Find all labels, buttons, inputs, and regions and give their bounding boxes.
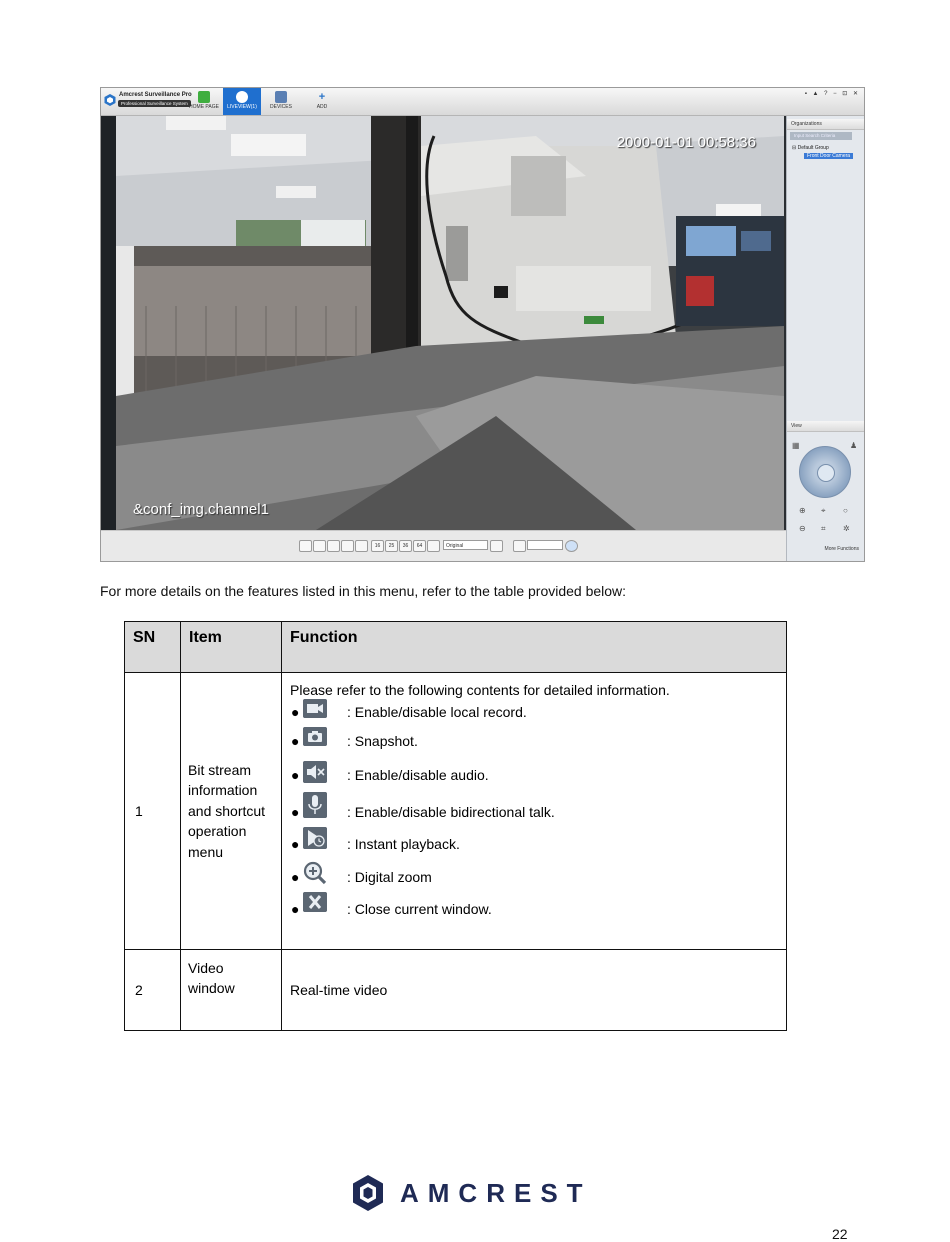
- list-item: [290, 804, 778, 836]
- item-line: and shortcut: [188, 802, 266, 819]
- table-row: [125, 673, 787, 950]
- list-item: [290, 733, 778, 767]
- tab-label: LIVEVIEW(1): [227, 104, 257, 110]
- view-header[interactable]: View: [787, 421, 865, 432]
- tab-label: DEVICES: [270, 104, 292, 110]
- item-line: operation: [188, 823, 247, 840]
- amcrest-logo-icon: [350, 1173, 386, 1213]
- custom-layout-button[interactable]: [427, 540, 440, 552]
- tab-home-page[interactable]: [187, 88, 221, 115]
- bullet-icon: ●: [291, 836, 300, 852]
- header-function: Function: [282, 622, 787, 673]
- instant-playback-icon: [303, 827, 327, 849]
- device-panel: [786, 116, 865, 562]
- feature-text: : Digital zoom: [347, 869, 432, 885]
- list-item: [290, 767, 778, 804]
- organizations-header[interactable]: Organizations: [787, 119, 865, 130]
- focus-out-icon[interactable]: ⌗: [821, 524, 826, 533]
- tab-label: ADD: [316, 104, 328, 110]
- zoom-out-icon[interactable]: ⊖: [799, 524, 806, 533]
- row-item: [181, 673, 282, 950]
- bullet-icon: ●: [291, 704, 300, 720]
- layout-6-button[interactable]: [327, 540, 340, 552]
- camera-icon: [303, 727, 327, 746]
- list-item: [290, 901, 778, 921]
- video-channel-label: &conf_img.channel1: [133, 501, 269, 518]
- feature-text: : Close current window.: [347, 901, 492, 917]
- layout-36-button[interactable]: 36: [399, 540, 412, 552]
- microphone-icon: [303, 792, 327, 818]
- bullet-icon: ●: [291, 901, 300, 917]
- video-left-border: [101, 116, 116, 530]
- camera-scene-image: [116, 116, 784, 530]
- settings-icon[interactable]: ✲: [843, 524, 850, 533]
- item-line: menu: [188, 843, 224, 860]
- amcrest-logo-icon: [103, 93, 117, 107]
- item-line: Video: [188, 960, 224, 976]
- feature-list: [290, 704, 778, 921]
- function-intro: Please refer to the following contents for detailed information.: [290, 682, 670, 698]
- bullet-icon: ●: [291, 804, 300, 820]
- fullscreen-icon[interactable]: [490, 540, 503, 552]
- video-camera-icon: [303, 699, 327, 718]
- list-item: [290, 869, 778, 901]
- device-search-input[interactable]: Input Search Criteria: [790, 132, 852, 140]
- feature-text: : Snapshot.: [347, 733, 418, 749]
- tab-label: HOME PAGE: [189, 104, 219, 110]
- layout-64-button[interactable]: 64: [413, 540, 426, 552]
- row-function: Real-time video: [282, 950, 787, 1031]
- layout-8-button[interactable]: [341, 540, 354, 552]
- tab-add[interactable]: [309, 88, 335, 115]
- iris-icon[interactable]: ○: [843, 506, 848, 515]
- video-window[interactable]: [116, 116, 784, 530]
- table-row: [125, 950, 787, 1031]
- header-sn: SN: [125, 622, 181, 673]
- brand-wordmark: AMCREST: [400, 1178, 592, 1208]
- ptz-center-button[interactable]: [817, 464, 835, 482]
- zoom-in-icon: [303, 861, 327, 885]
- ratio-select[interactable]: Original: [443, 540, 488, 550]
- layout-4-button[interactable]: [313, 540, 326, 552]
- bullet-icon: ●: [291, 767, 300, 783]
- table-header-row: [125, 622, 787, 673]
- item-line: information: [188, 782, 258, 799]
- home-icon: [198, 91, 210, 103]
- intro-text: For more details on the features listed in this menu, refer to the table provided below:: [100, 583, 627, 599]
- focus-icon[interactable]: ⌖: [821, 506, 826, 515]
- row-function: [282, 673, 787, 950]
- feature-text: : Enable/disable local record.: [347, 704, 527, 720]
- list-item: [290, 836, 778, 869]
- list-item: [290, 704, 778, 733]
- refresh-icon[interactable]: [565, 540, 578, 552]
- function-table: [124, 621, 787, 1031]
- row-sn: 2: [125, 950, 181, 1031]
- speaker-mute-icon: [303, 761, 327, 783]
- app-title: Amcrest Surveillance Pro: [119, 92, 192, 98]
- bullet-icon: ●: [291, 733, 300, 749]
- bullet-icon: ●: [291, 869, 300, 885]
- liveview-camera-icon: [236, 91, 248, 103]
- item-line: window: [188, 980, 235, 996]
- tree-group-default[interactable]: ⊟ Default Group: [792, 145, 829, 151]
- layout-toolbar: [101, 530, 786, 562]
- app-toolbar: [101, 88, 864, 116]
- view-select[interactable]: [527, 540, 563, 550]
- layout-1-button[interactable]: [299, 540, 312, 552]
- devices-icon: [275, 91, 287, 103]
- ptz-control-ring[interactable]: [799, 446, 851, 498]
- item-line: Bit stream: [188, 761, 252, 778]
- app-screenshot: [100, 87, 865, 562]
- page-number: 22: [832, 1226, 848, 1242]
- more-functions-link[interactable]: More Functions: [824, 546, 859, 552]
- header-item: Item: [181, 622, 282, 673]
- close-x-icon: [303, 892, 327, 912]
- zoom-in-icon[interactable]: ⊕: [799, 506, 806, 515]
- feature-text: : Enable/disable audio.: [347, 767, 489, 783]
- tab-liveview[interactable]: [223, 88, 261, 115]
- row-sn: 1: [125, 673, 181, 950]
- group-label: Default Group: [797, 145, 829, 151]
- window-controls[interactable]: ▪ ▲ ? − ⊡ ✕: [804, 91, 860, 97]
- layout-25-button[interactable]: 25: [385, 540, 398, 552]
- feature-text: : Enable/disable bidirectional talk.: [347, 804, 555, 820]
- layout-16-button[interactable]: 16: [371, 540, 384, 552]
- user-icon[interactable]: ♟: [850, 441, 858, 450]
- tree-device-front-door[interactable]: Front Door Camera: [804, 153, 853, 159]
- add-plus-icon: +: [318, 91, 326, 103]
- row-item: [181, 950, 282, 1031]
- tab-devices[interactable]: [266, 88, 296, 115]
- save-view-icon[interactable]: [513, 540, 526, 552]
- video-timestamp: 2000-01-01 00:58:36: [616, 134, 756, 151]
- layout-9-button[interactable]: [355, 540, 368, 552]
- feature-text: : Instant playback.: [347, 836, 460, 852]
- grid-view-icon[interactable]: ▦: [792, 441, 800, 450]
- app-subtitle: Professional Surveillance System: [118, 100, 191, 107]
